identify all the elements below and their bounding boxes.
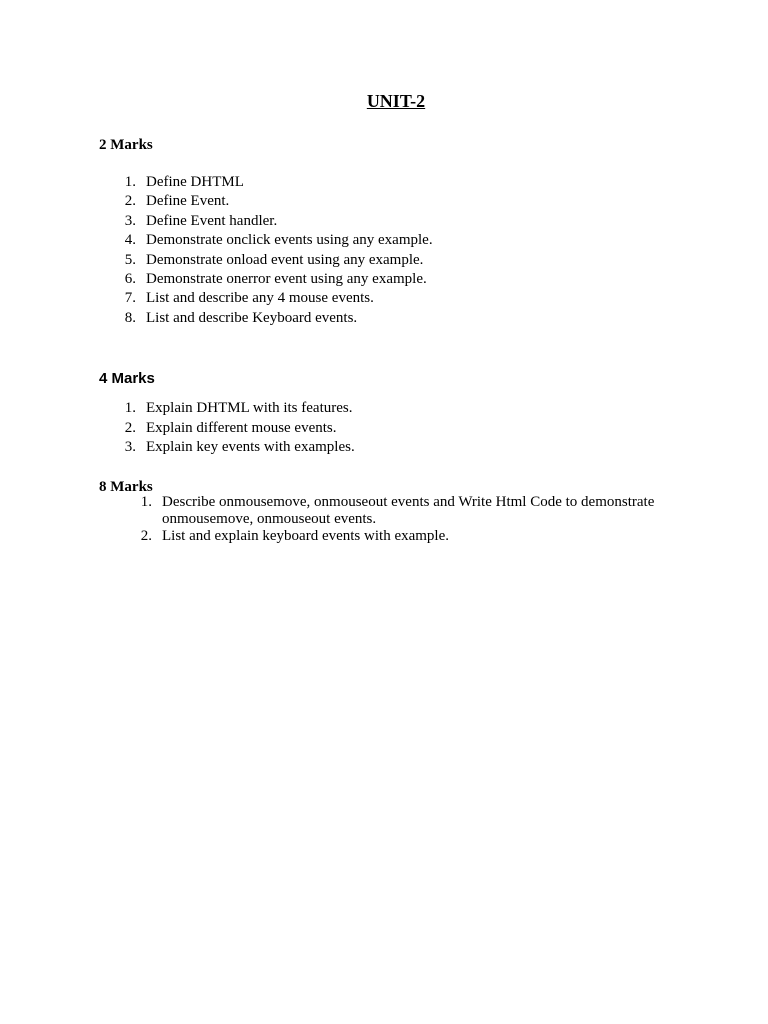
section-heading-8-marks: 8 Marks [99,479,153,495]
question-number: 1. [124,174,136,190]
list-item [138,528,682,545]
list-item [138,494,682,528]
question-text: Explain different mouse events. [146,419,337,436]
question-text: Define Event handler. [146,212,278,229]
question-number: 2. [124,193,136,210]
question-number: 2. [124,419,136,436]
question-text: List and describe Keyboard events. [146,309,358,326]
question-number: 3. [124,212,136,229]
section-heading-4-marks: 4 Marks [99,370,155,387]
question-text: Explain key events with examples. [146,439,355,456]
question-number: 2. [140,528,152,544]
question-number: 4. [124,232,136,249]
question-number: 7. [124,290,136,307]
question-number: 1. [140,494,152,510]
question-text: Define DHTML [146,174,244,190]
question-text: Explain DHTML with its features. [146,400,353,416]
question-text: Demonstrate onclick events using any example. [146,232,433,249]
section-heading-2-marks: 2 Marks [99,137,153,153]
question-text: List and explain keyboard events with example. [162,528,449,544]
page-title: UNIT-2 [366,91,426,111]
question-text: Demonstrate onerror event using any example. [146,270,427,287]
question-text: Describe onmousemove, onmouseout events and Write Html Code to demonstrate onmousemove, onmouseout events. [162,494,655,527]
question-number: 6. [124,270,136,287]
question-text: List and describe any 4 mouse events. [146,290,374,307]
question-number: 1. [124,400,136,416]
question-text: Demonstrate onload event using any example. [146,251,424,268]
question-list-8-marks [138,494,682,545]
question-number: 5. [124,251,136,268]
question-number: 8. [124,309,136,326]
question-text: Define Event. [146,193,230,210]
question-number: 3. [124,439,136,456]
